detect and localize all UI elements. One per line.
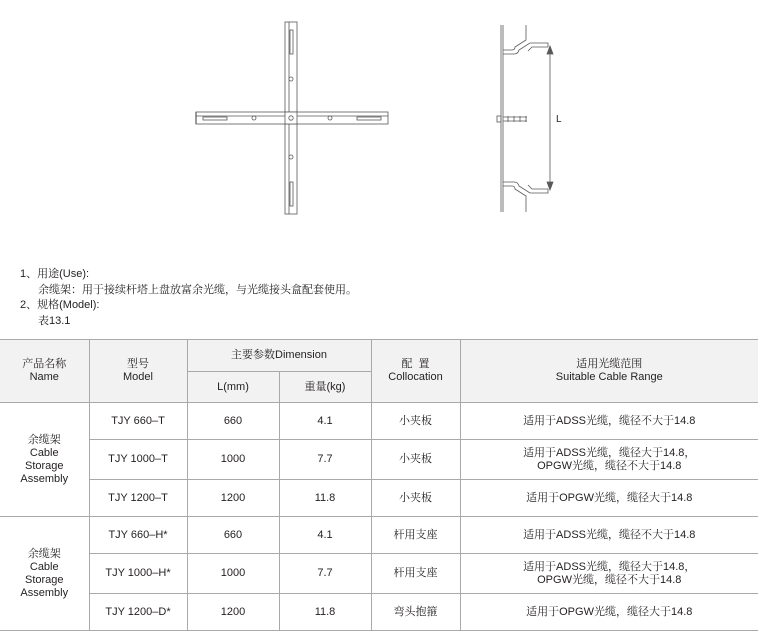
length-cell: 1000 bbox=[187, 440, 279, 480]
bottom-bracket bbox=[503, 182, 548, 212]
collocation-cell: 小夹板 bbox=[371, 440, 460, 480]
length-cell: 1200 bbox=[187, 480, 279, 517]
header-model: 型号 Model bbox=[89, 340, 187, 403]
weight-cell: 7.7 bbox=[279, 554, 371, 594]
front-view-cross-frame bbox=[196, 22, 388, 214]
header-length: L(mm) bbox=[187, 372, 279, 403]
hole-left bbox=[252, 116, 256, 120]
hole-lower bbox=[289, 155, 293, 159]
slot-top bbox=[290, 30, 293, 54]
weight-cell: 11.8 bbox=[279, 594, 371, 631]
model-cell: TJY 660–H* bbox=[89, 517, 187, 554]
table-row bbox=[0, 517, 758, 554]
model-cell: TJY 1000–H* bbox=[89, 554, 187, 594]
length-cell: 660 bbox=[187, 517, 279, 554]
weight-cell: 7.7 bbox=[279, 440, 371, 480]
table-row bbox=[0, 440, 758, 480]
model-cell: TJY 660–T bbox=[89, 403, 187, 440]
collocation-cell: 弯头抱箍 bbox=[371, 594, 460, 631]
header-range: 适用光缆范围 Suitable Cable Range bbox=[460, 340, 758, 403]
side-view bbox=[497, 25, 553, 212]
center-bolt bbox=[289, 116, 293, 120]
range-cell: 适用于OPGW光缆，缆径大于14.8 bbox=[460, 594, 758, 631]
dimension-label: L bbox=[556, 114, 562, 125]
table-caption: 表13.1 bbox=[38, 315, 71, 327]
slot-bottom bbox=[290, 182, 293, 206]
spec-table bbox=[0, 339, 758, 631]
range-cell: 适用于ADSS光缆，缆径大于14.8， OPGW光缆，缆径不大于14.8 bbox=[460, 440, 758, 480]
table-row bbox=[0, 480, 758, 517]
table-row bbox=[0, 594, 758, 631]
model-heading: 2、规格(Model): bbox=[20, 299, 100, 311]
range-cell: 适用于ADSS光缆，缆径大于14.8， OPGW光缆，缆径不大于14.8 bbox=[460, 554, 758, 594]
length-cell: 660 bbox=[187, 403, 279, 440]
model-cell: TJY 1200–T bbox=[89, 480, 187, 517]
weight-cell: 4.1 bbox=[279, 403, 371, 440]
range-cell: 适用于ADSS光缆，缆径不大于14.8 bbox=[460, 517, 758, 554]
range-cell: 适用于ADSS光缆，缆径不大于14.8 bbox=[460, 403, 758, 440]
table-row bbox=[0, 403, 758, 440]
technical-drawings bbox=[0, 0, 760, 250]
product-name-cell: 余缆架 Cable Storage Assembly bbox=[0, 517, 89, 631]
table-row bbox=[0, 554, 758, 594]
top-bracket bbox=[503, 25, 548, 54]
side-bolt bbox=[497, 116, 501, 122]
header-weight: 重量(kg) bbox=[279, 372, 371, 403]
collocation-cell: 杆用支座 bbox=[371, 554, 460, 594]
hole-right bbox=[328, 116, 332, 120]
header-collocation: 配 置 Collocation bbox=[371, 340, 460, 403]
collocation-cell: 小夹板 bbox=[371, 403, 460, 440]
range-cell: 适用于OPGW光缆，缆径大于14.8 bbox=[460, 480, 758, 517]
slot-left bbox=[203, 117, 227, 120]
weight-cell: 4.1 bbox=[279, 517, 371, 554]
product-name-cell: 余缆架 Cable Storage Assembly bbox=[0, 403, 89, 517]
weight-cell: 11.8 bbox=[279, 480, 371, 517]
model-cell: TJY 1200–D* bbox=[89, 594, 187, 631]
collocation-cell: 杆用支座 bbox=[371, 517, 460, 554]
length-cell: 1200 bbox=[187, 594, 279, 631]
header-dimension: 主要参数Dimension bbox=[187, 340, 371, 372]
hole-upper bbox=[289, 77, 293, 81]
table-header-row-1 bbox=[0, 340, 758, 372]
collocation-cell: 小夹板 bbox=[371, 480, 460, 517]
slot-right bbox=[357, 117, 381, 120]
model-cell: TJY 1000–T bbox=[89, 440, 187, 480]
use-text: 余缆架：用于接续杆塔上盘放富余光缆，与光缆接头盒配套使用。 bbox=[38, 284, 357, 296]
header-name: 产品名称 Name bbox=[0, 340, 89, 403]
use-heading: 1、用途(Use): bbox=[20, 268, 90, 280]
length-cell: 1000 bbox=[187, 554, 279, 594]
